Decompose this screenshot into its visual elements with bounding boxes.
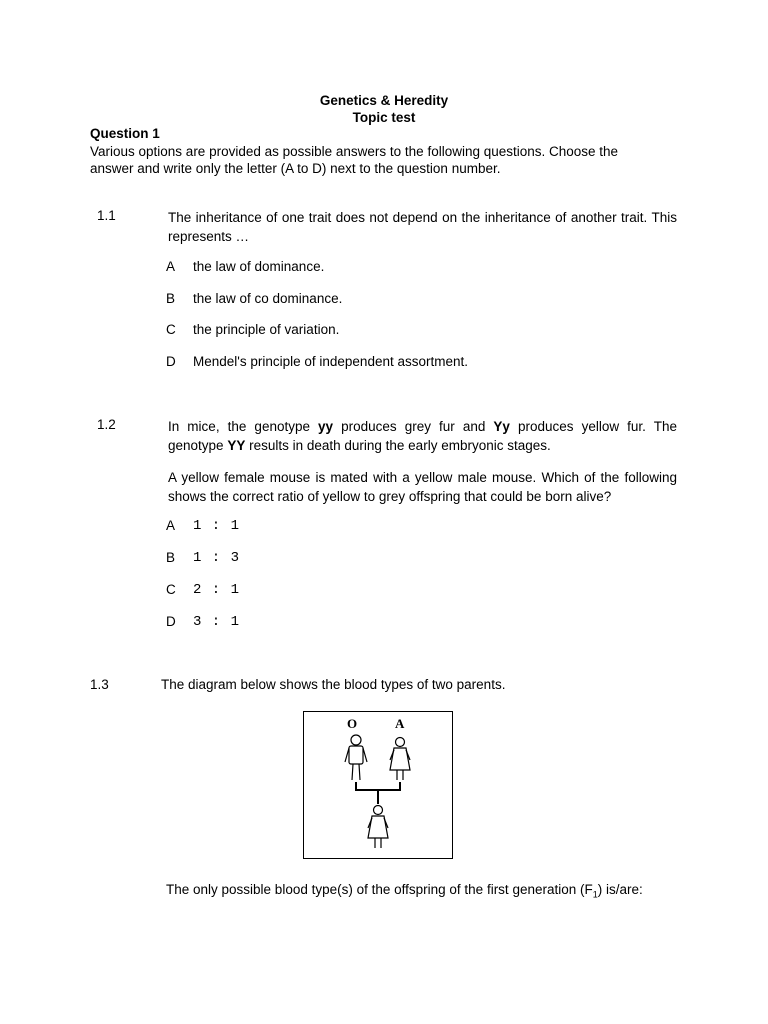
- question-text: The inheritance of one trait does not depend on the inheritance of another trait. This represents …: [168, 210, 677, 244]
- followup-text: The only possible blood type(s) of the offspring of the first generation $(F_1)$ is/are:: [166, 882, 643, 900]
- parent-1-label: O: [347, 716, 358, 731]
- option-text: 2 : 1: [193, 582, 241, 598]
- option-text: 3 : 1: [193, 614, 241, 630]
- pedigree-figure: [304, 712, 452, 858]
- question-number: 1.1: [97, 208, 116, 223]
- option-text: the law of dominance.: [193, 259, 325, 274]
- option-letter: C: [166, 322, 176, 337]
- question-heading: Question 1: [90, 126, 160, 141]
- option-letter: D: [166, 614, 176, 629]
- blood-type-diagram: [303, 711, 453, 859]
- question-number: 1.2: [97, 417, 116, 432]
- option-letter: A: [166, 518, 176, 533]
- question-text: The diagram below shows the blood types of two parents.: [161, 677, 506, 692]
- question-number: 1.3: [90, 677, 109, 692]
- question-text: In mice, the genotype yy produces grey fur and Yy produces yellow fur. The genotype YY results in death during the early embryonic stages.: [168, 419, 677, 453]
- pedigree-connector: [356, 782, 400, 804]
- option-letter: B: [166, 550, 176, 565]
- option-text: the principle of variation.: [193, 322, 340, 337]
- option-text: 1 : 1: [193, 518, 241, 534]
- option-text: Mendel's principle of independent assortment.: [193, 354, 468, 369]
- option-letter: B: [166, 291, 176, 306]
- offspring-icon: [368, 806, 388, 849]
- option-text: 1 : 3: [193, 550, 241, 566]
- female-parent-icon: [390, 738, 410, 781]
- option-text: the law of co dominance.: [193, 291, 343, 306]
- instructions: Various options are provided as possible answers to the following questions. Choose the answer and write only the letter (A to D) next to the question number.: [90, 144, 619, 176]
- parent-2-label: A: [395, 716, 405, 731]
- male-parent-icon: [345, 735, 367, 780]
- option-letter: D: [166, 354, 176, 369]
- question-text-2: A yellow female mouse is mated with a yellow male mouse. Which of the following shows the correct ratio of yellow to grey offspring that could be born alive?: [168, 470, 677, 504]
- document-subtitle: Topic test: [352, 110, 416, 125]
- option-letter: A: [166, 259, 176, 274]
- document-title: Genetics & Heredity: [319, 93, 449, 108]
- option-letter: C: [166, 582, 176, 597]
